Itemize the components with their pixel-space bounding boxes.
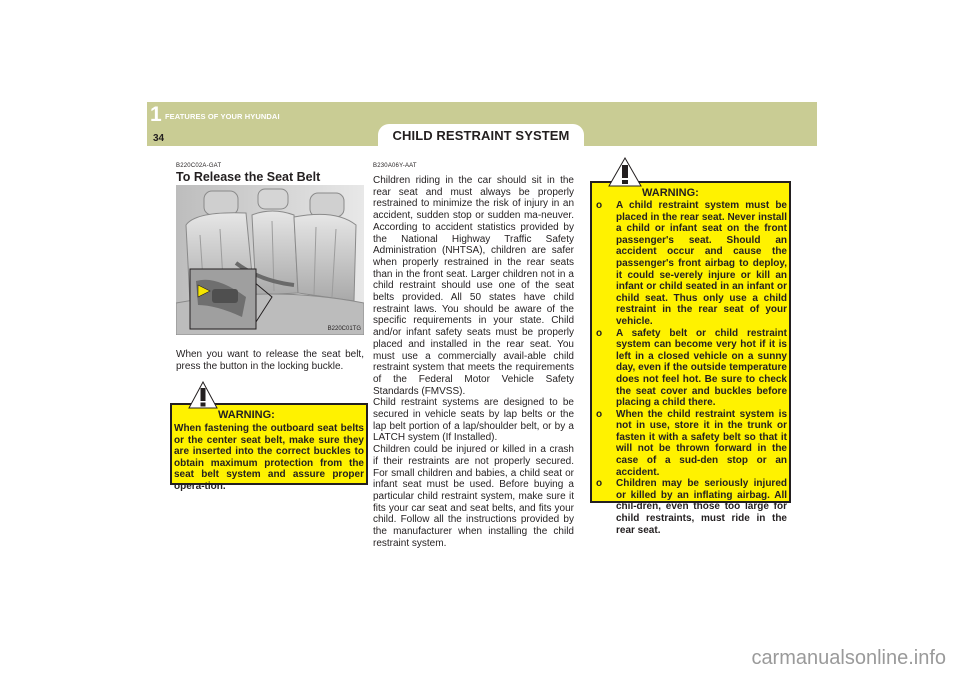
warning-item: o Children may be seriously injured or killed by an inflating airbag. All chil-dren, even those too large for child restraints, must ride in the rear seat. (596, 478, 787, 536)
section-title: CHILD RESTRAINT SYSTEM (392, 127, 570, 143)
warning-triangle-icon (608, 157, 642, 187)
rear-seat-illustration (176, 185, 364, 335)
bullet: o (596, 327, 603, 339)
release-instructions: When you want to release the seat belt, press the button in the locking buckle. (176, 349, 364, 372)
paragraph-3: Children could be injured or killed in a crash if their restraints are not properly secured. For small children and babies, a child seat or infant seat must be used. Before buying a particular child restraint system, make sure it fits your car seat and seat belts, and fits your child. Follow all the instructions provided by the manufacturer when installing the child restraint system. (373, 444, 574, 549)
warning-item: o A safety belt or child restraint system can become very hot if it is left in a closed vehicle on a sunny day, even if the outside temperature does not feel hot. Be sure to check the seat cover and buckles before placing a child there. (596, 327, 787, 409)
subsection-heading: To Release the Seat Belt (176, 170, 321, 184)
bullet: o (596, 478, 603, 490)
section-code: B220C02A-GAT (176, 163, 222, 169)
page-number: 34 (153, 133, 165, 144)
warning-text-left: When fastening the outboard seat belts or the center seat belt, make sure they are inserted into the correct buckles to obtain maximum protection from the seat belt system and assure proper opera-tion. (174, 423, 364, 492)
child-restraint-intro (373, 175, 574, 550)
warning-title-left: WARNING: (218, 409, 275, 421)
bullet: o (596, 200, 603, 211)
warning-triangle-icon (188, 381, 218, 409)
warning-item: o When the child restraint system is not in use, store it in the trunk or fasten it with a safety belt so that it will not be thrown forward in the case of a sud-den stop or an accident. (596, 408, 787, 478)
image-code: B220C01TG (327, 326, 361, 332)
warning-title-right: WARNING: (642, 187, 699, 199)
warning-box-left (170, 403, 368, 492)
seat-belt-photo (176, 185, 364, 335)
paragraph-1: Children riding in the car should sit in the rear seat and must always be properly restrained to minimize the risk of injury in an accident, sudden stop or sudden ma-neuver. According to accident statistics provided by the National Highway Traffic Safety Administration (NHTSA), children are safer when properly restrained in the rear seats than in the front seat. Larger children not in a child restraint should use one of the seat belts provided. All 50 states have child restraint laws. You should be aware of the specific requirements in your state. Child and/or infant safety seats must be properly placed and installed in the rear seat. You must use a commercially avail-able child restraint system that meets the requirements of the Federal Motor Vehicle Safety Standards (FMVSS). (373, 175, 574, 397)
paragraph-2: Child restraint systems are designed to be secured in vehicle seats by lap belts or the lap belt portion of a lap/shoulder belt, or by a LATCH system (If Installed). (373, 397, 574, 444)
warning-list (596, 200, 787, 536)
bullet: o (596, 408, 603, 420)
section-tab (378, 124, 584, 146)
chapter-number: 1 (150, 103, 162, 126)
watermark: carmanualsonline.info (751, 647, 946, 669)
warning-box-right (590, 181, 791, 536)
warning-item: o A child restraint system must be placed in the rear seat. Never install a child or infant seat on the front passenger's seat. Should an accident occur and cause the passenger's front airbag to deploy, it could se-verely injure or kill an infant or child seated in an infant or child seat. Thus only use a child restraint in the rear seat of your vehicle. (596, 200, 787, 327)
chapter-title: FEATURES OF YOUR HYUNDAI (165, 112, 280, 121)
section-code-middle: B230A06Y-AAT (373, 163, 417, 169)
